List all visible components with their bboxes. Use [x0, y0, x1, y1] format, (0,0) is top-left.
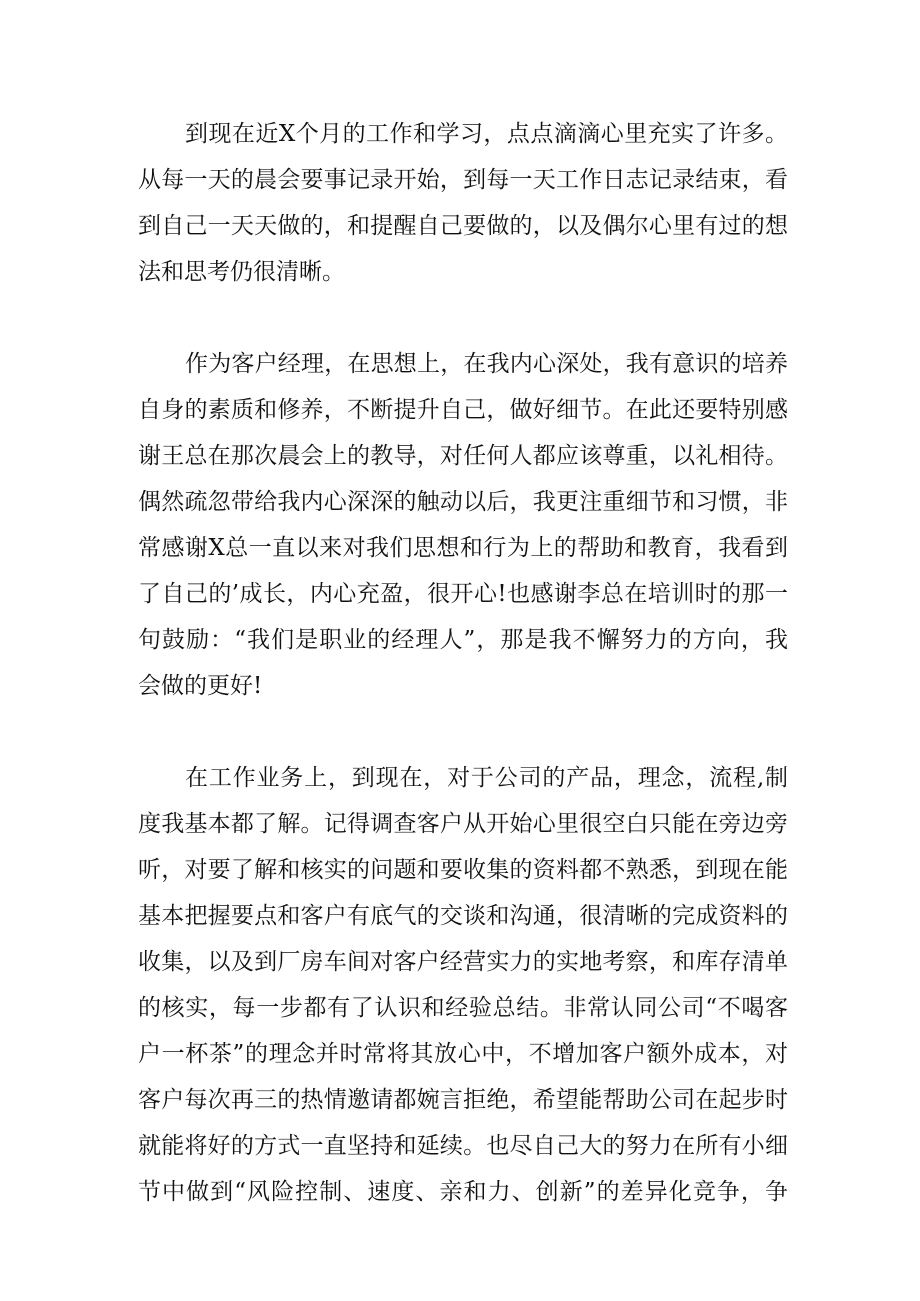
- text-line: 节中做到“风险控制、速度、亲和力、创新”的差异化竞争，争: [138, 1179, 788, 1205]
- text-line: 从每一天的晨会要事记录开始，到每一天工作日志记录结束，看: [138, 167, 788, 193]
- text-line: 会做的更好!: [138, 673, 263, 699]
- text-line: 了自己的’成长，内心充盈，很开心!也感谢李总在培训时的那一: [138, 581, 788, 607]
- paragraph-gap: [138, 709, 788, 755]
- text-line: 收集，以及到厂房车间对客户经营实力的实地考察，和库存清单: [138, 949, 788, 975]
- text-line: 到现在近X个月的工作和学习，点点滴滴心里充实了许多。: [185, 121, 788, 147]
- text-line: 到自己一天天做的，和提醒自己要做的，以及偶尔心里有过的想: [138, 213, 788, 239]
- text-line: 谢王总在那次晨会上的教导，对任何人都应该尊重，以礼相待。: [138, 443, 788, 469]
- text-line: 户一杯茶”的理念并时常将其放心中，不增加客户额外成本，对: [138, 1041, 788, 1067]
- text-line: 客户每次再三的热情邀请都婉言拒绝，希望能帮助公司在起步时: [138, 1087, 788, 1113]
- text-line: 自身的素质和修养，不断提升自己，做好细节。在此还要特别感: [138, 397, 788, 423]
- paragraph-3: [138, 755, 788, 1215]
- text-line: 句鼓励：“我们是职业的经理人”，那是我不懈努力的方向，我: [138, 627, 788, 653]
- text-line: 的核实，每一步都有了认识和经验总结。非常认同公司“不喝客: [138, 995, 788, 1021]
- paragraph-2: [138, 341, 788, 709]
- text-line: 就能将好的方式一直坚持和延续。也尽自己大的努力在所有小细: [138, 1133, 788, 1159]
- text-line: 作为客户经理，在思想上，在我内心深处，我有意识的培养: [185, 351, 788, 377]
- paragraph-gap: [138, 295, 788, 341]
- text-line: 法和思考仍很清晰。: [138, 259, 345, 285]
- text-line: 听，对要了解和核实的问题和要收集的资料都不熟悉，到现在能: [138, 857, 788, 883]
- document-body: [138, 111, 788, 1215]
- text-line: 基本把握要点和客户有底气的交谈和沟通，很清晰的完成资料的: [138, 903, 788, 929]
- text-line: 常感谢X总一直以来对我们思想和行为上的帮助和教育，我看到: [138, 535, 788, 561]
- text-line: 偶然疏忽带给我内心深深的触动以后，我更注重细节和习惯，非: [138, 489, 788, 515]
- text-line: 度我基本都了解。记得调查客户从开始心里很空白只能在旁边旁: [138, 811, 788, 837]
- paragraph-1: [138, 111, 788, 295]
- text-line: 在工作业务上，到现在，对于公司的产品，理念，流程,制: [185, 765, 788, 791]
